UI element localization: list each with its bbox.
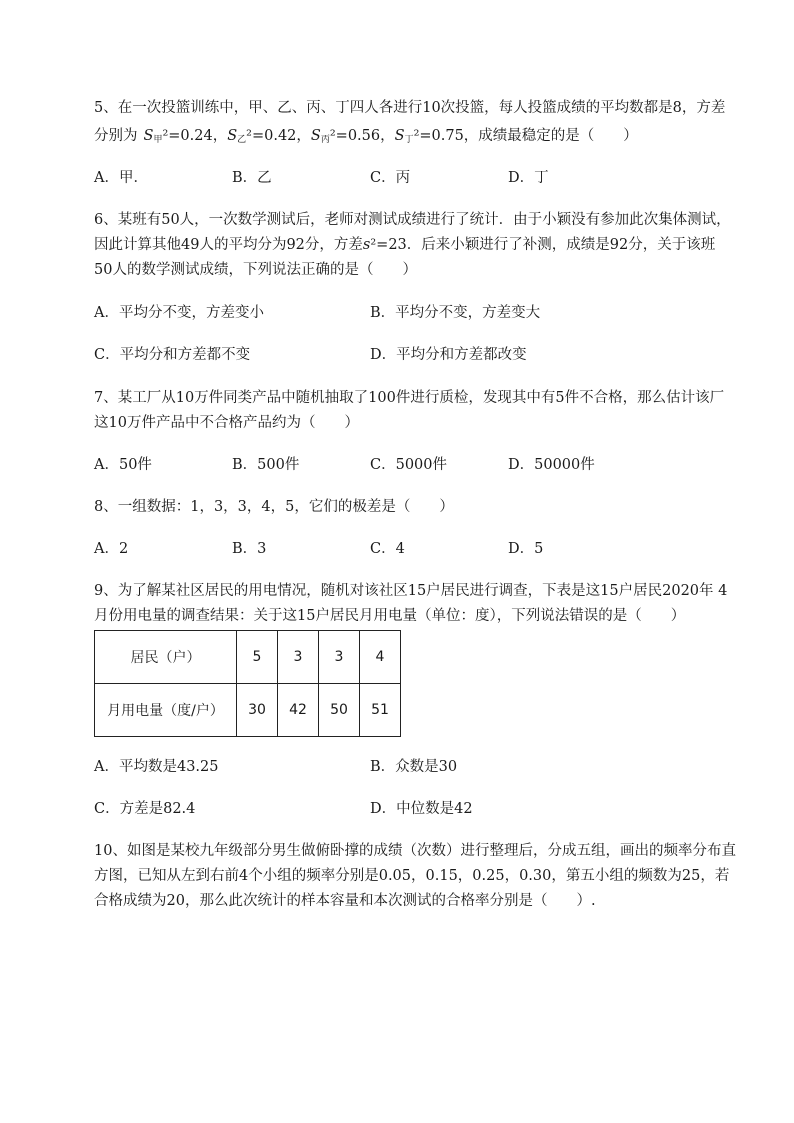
- q9-option-d[interactable]: D．中位数是42: [370, 801, 473, 817]
- q7-option-b[interactable]: B．500件: [232, 457, 300, 473]
- table-cell: 3: [278, 631, 319, 684]
- table-row: [95, 684, 401, 737]
- q6-option-a[interactable]: A．平均分不变，方差变小: [94, 305, 264, 321]
- q5-option-c[interactable]: C．丙: [370, 170, 411, 186]
- variance-ding: $S_丁^2=0.75$，成绩最稳定的是（ ）: [394, 128, 638, 145]
- table-cell: 42: [278, 684, 319, 737]
- q8-option-d[interactable]: D．5: [508, 541, 544, 557]
- q8-option-c[interactable]: C．4: [370, 541, 405, 557]
- table-cell: 4: [360, 631, 401, 684]
- q10-line-2: 方图，已知从左到右前4个小组的频率分别是0.05，0.15，0.25，0.30，第五小组的频数为25，若: [94, 868, 730, 884]
- q6-option-d[interactable]: D．平均分和方差都改变: [370, 347, 527, 363]
- q9-option-c[interactable]: C．方差是82.4: [94, 801, 196, 817]
- q9-option-a[interactable]: A．平均数是43.25: [94, 759, 219, 775]
- q5-line-2: [94, 126, 638, 150]
- table-cell: 5: [237, 631, 278, 684]
- q6-option-b[interactable]: B．平均分不变，方差变大: [370, 305, 541, 321]
- q8-option-b[interactable]: B．3: [232, 541, 267, 557]
- q9-line-2: 月份用电量的调查结果：关于这15户居民月用电量（单位：度），下列说法错误的是（ ）: [94, 608, 686, 624]
- q7-option-a[interactable]: A．50件: [94, 457, 152, 473]
- q10-line-3: 合格成绩为20，那么此次统计的样本容量和本次测试的合格率分别是（ ）.: [94, 893, 596, 909]
- q10-line-1: 10、如图是某校九年级部分男生做俯卧撑的成绩（次数）进行整理后，分成五组，画出的频率分布直: [94, 843, 736, 859]
- q5-option-d[interactable]: D．丁: [508, 170, 549, 186]
- table-cell: 30: [237, 684, 278, 737]
- q7-option-d[interactable]: D．50000件: [508, 457, 595, 473]
- q9-option-b[interactable]: B．众数是30: [370, 759, 458, 775]
- table-cell: 3: [319, 631, 360, 684]
- q5-line-1: 5、在一次投篮训练中，甲、乙、丙、丁四人各进行10次投篮，每人投篮成绩的平均数都是8，方差: [94, 100, 726, 116]
- q6-option-c[interactable]: C．平均分和方差都不变: [94, 347, 251, 363]
- table-cell: 51: [360, 684, 401, 737]
- electricity-table: [94, 630, 401, 737]
- table-row: [95, 631, 401, 684]
- table-header-households: 居民（户）: [95, 631, 237, 684]
- q5-option-b[interactable]: B．乙: [232, 170, 272, 186]
- q6-line-1: 6、某班有50人，一次数学测试后，老师对测试成绩进行了统计．由于小颖没有参加此次集体测试，: [94, 212, 731, 228]
- table-header-usage: 月用电量（度/户）: [95, 684, 237, 737]
- q5-option-a[interactable]: A．甲．: [94, 170, 148, 186]
- variance-bing: $S_丙^2=0.56$，: [310, 128, 395, 145]
- variance-jia: $S_甲^2=0.24$，: [143, 128, 228, 145]
- q8-option-a[interactable]: A．2: [94, 541, 129, 557]
- q6-line-2: 因此计算其他49人的平均分为92分，方差s²=23．后来小颖进行了补测，成绩是92分，关于该班: [94, 237, 716, 253]
- variance-yi: $S_乙^2=0.42$，: [227, 128, 311, 145]
- q8-line-1: 8、一组数据：1，3，3，4，5，它们的极差是（ ）: [94, 499, 454, 515]
- table-cell: 50: [319, 684, 360, 737]
- q6-line-3: 50人的数学测试成绩，下列说法正确的是（ ）: [94, 262, 417, 278]
- q5-line-2-prefix: 分别为: [94, 128, 138, 144]
- q7-line-2: 这10万件产品中不合格产品约为（ ）: [94, 415, 359, 431]
- q9-line-1: 9、为了解某社区居民的用电情况，随机对该社区15户居民进行调查，下表是这15户居民2020年 4: [94, 583, 728, 599]
- q7-line-1: 7、某工厂从10万件同类产品中随机抽取了100件进行质检，发现其中有5件不合格，那么估计该厂: [94, 390, 725, 406]
- q7-option-c[interactable]: C．5000件: [370, 457, 447, 473]
